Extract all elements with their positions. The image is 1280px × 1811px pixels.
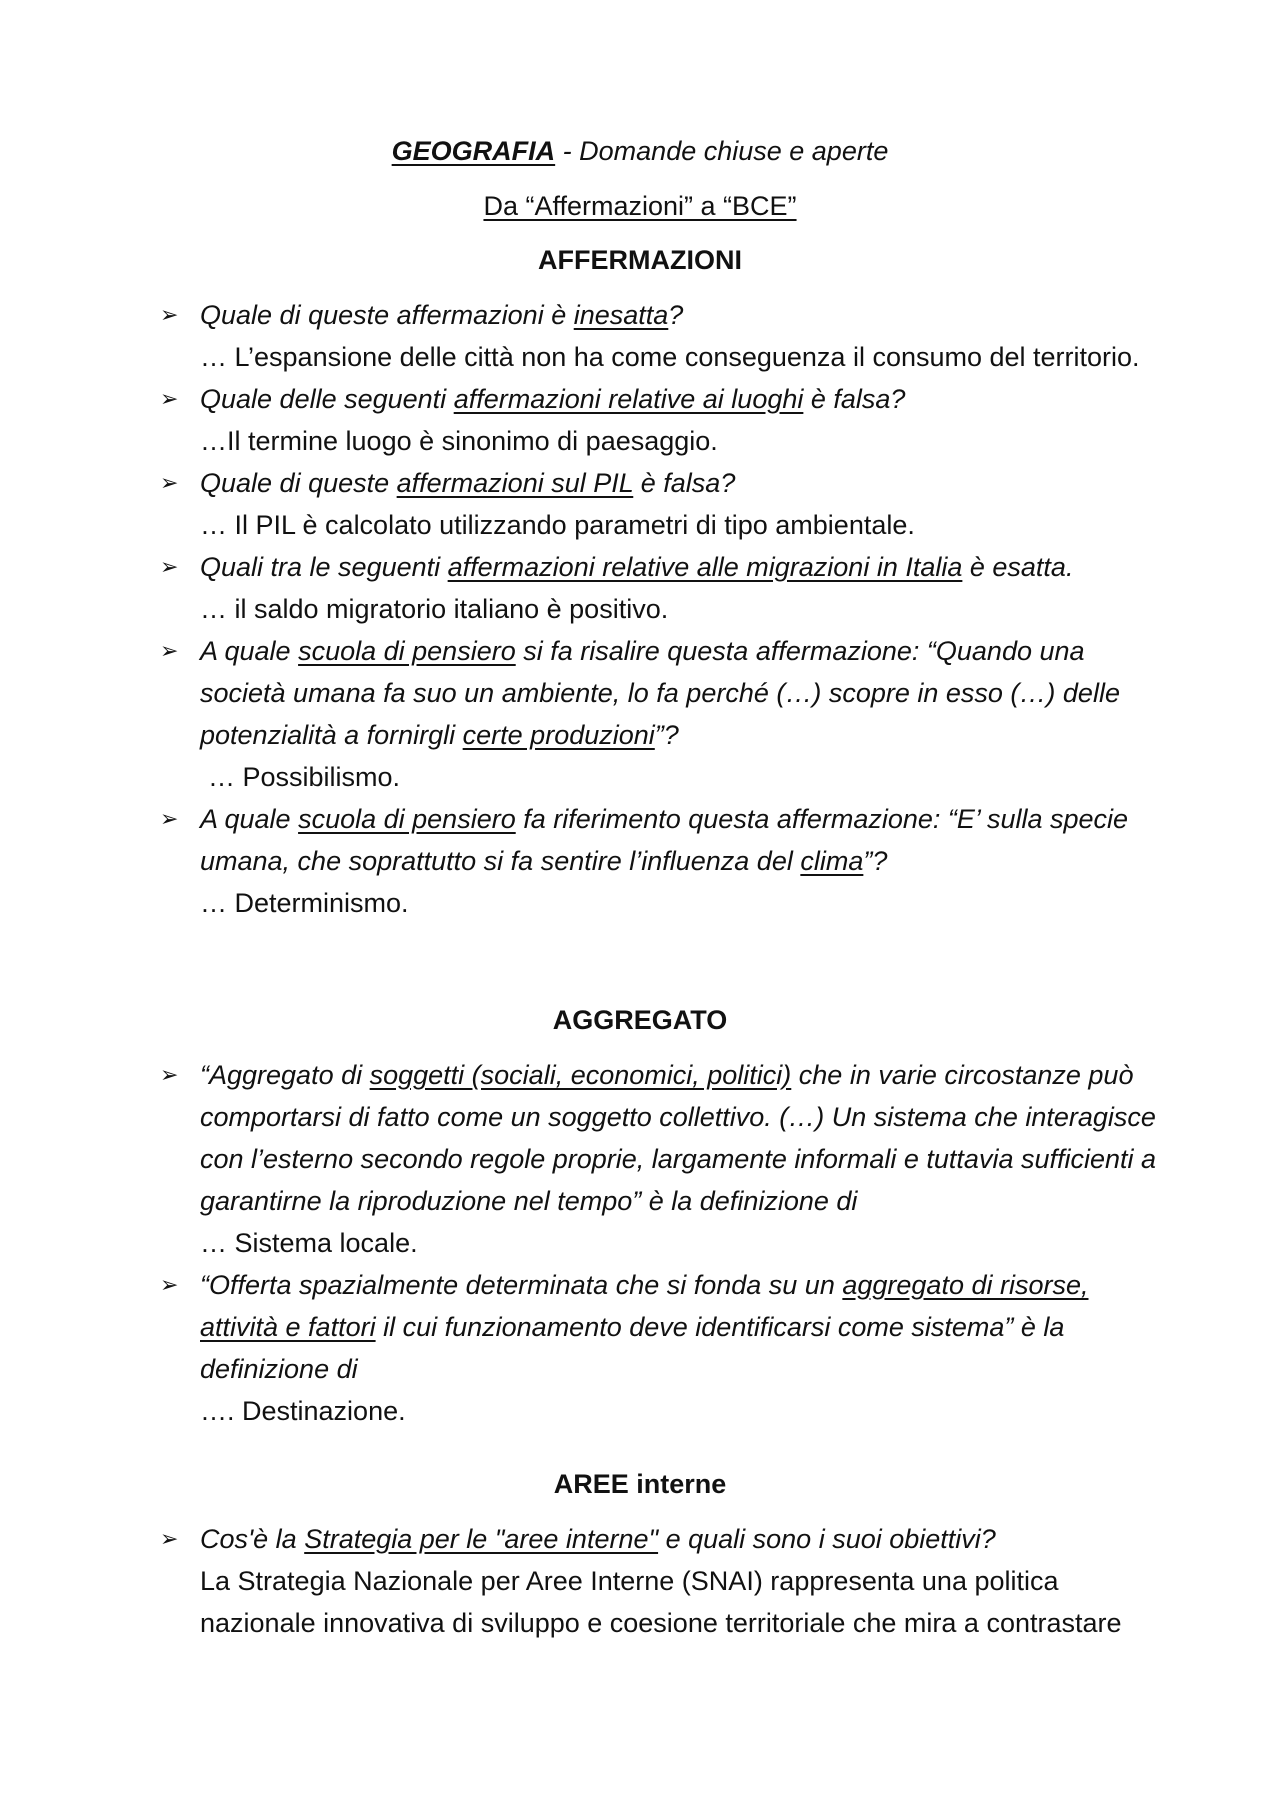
list-affermazioni [160,294,1160,924]
bullet-arrow-icon: ➢ [160,302,179,327]
question-text: “Offerta spazialmente determinata che si fonda su un aggregato di risorse, attività e fattori il cui funzionamento deve identificarsi come sistema” è la definizione di [200,1270,1089,1384]
bullet-arrow-icon: ➢ [160,1062,179,1087]
section-heading-aggregato: AGGREGATO [552,1005,728,1035]
bullet-arrow-icon: ➢ [160,806,179,831]
title-rest: - Domande chiuse e aperte [555,136,889,166]
question-text: Cos'è la Strategia per le "aree interne" e quali sono i suoi obiettivi? [200,1524,996,1554]
question-text: A quale scuola di pensiero fa riferimento questa affermazione: “E’ sulla specie umana, che soprattutto si fa sentire l’influenza del clima”? [200,804,1129,876]
list-item [160,1518,1160,1644]
answer-text: …Il termine luogo è sinonimo di paesaggio. [200,426,718,456]
list-item [160,294,1160,378]
bullet-arrow-icon: ➢ [160,386,179,411]
section-heading-affermazioni: AFFERMAZIONI [538,245,742,275]
list-item [160,798,1160,924]
question-text: Quale di queste affermazioni sul PIL è falsa? [200,468,736,498]
title-subject: GEOGRAFIA [391,136,556,166]
list-item [160,1054,1160,1264]
answer-text: … L’espansione delle città non ha come conseguenza il consumo del territorio. [200,342,1140,372]
bullet-arrow-icon: ➢ [160,1526,179,1551]
answer-text: … il saldo migratorio italiano è positivo. [200,594,669,624]
bullet-arrow-icon: ➢ [160,470,179,495]
subtitle-text: Da “Affermazioni” a “BCE” [483,191,797,221]
list-item [160,546,1160,630]
section-heading-aree: AREE interne [553,1469,727,1499]
page-subtitle [0,189,1280,223]
question-text: Quale di queste affermazioni è inesatta? [200,300,684,330]
answer-text: … Possibilismo. [208,762,401,792]
answer-text: … Determinismo. [200,888,409,918]
question-text: Quale delle seguenti affermazioni relative ai luoghi è falsa? [200,384,906,414]
question-text: “Aggregato di soggetti (sociali, economici, politici) che in varie circostanze può comportarsi di fatto come un soggetto collettivo. (…) Un sistema che interagisce con l’esterno secondo regole proprie, largamente informali e tuttavia sufficienti a garantirne la riproduzione nel tempo” è la definizione di [200,1060,1157,1216]
list-item [160,462,1160,546]
list-item [160,630,1160,798]
list-item [160,1264,1160,1432]
answer-text: La Strategia Nazionale per Aree Interne (SNAI) rappresenta una politica nazionale innovativa di sviluppo e coesione territoriale che mira a contrastare [200,1566,1122,1638]
answer-text: … Sistema locale. [200,1228,418,1258]
question-text: A quale scuola di pensiero si fa risalire questa affermazione: “Quando una società umana fa suo un ambiente, lo fa perché (…) scopre in esso (…) delle potenzialità a fornirgli certe produzioni”? [200,636,1120,750]
list-item [160,378,1160,462]
list-aree [160,1518,1160,1644]
bullet-arrow-icon: ➢ [160,1272,179,1297]
bullet-arrow-icon: ➢ [160,554,179,579]
list-aggregato [160,1054,1160,1432]
answer-text: … Il PIL è calcolato utilizzando parametri di tipo ambientale. [200,510,915,540]
bullet-arrow-icon: ➢ [160,638,179,663]
question-text: Quali tra le seguenti affermazioni relative alle migrazioni in Italia è esatta. [200,552,1074,582]
page-title [0,134,1280,168]
answer-text: …. Destinazione. [200,1396,406,1426]
